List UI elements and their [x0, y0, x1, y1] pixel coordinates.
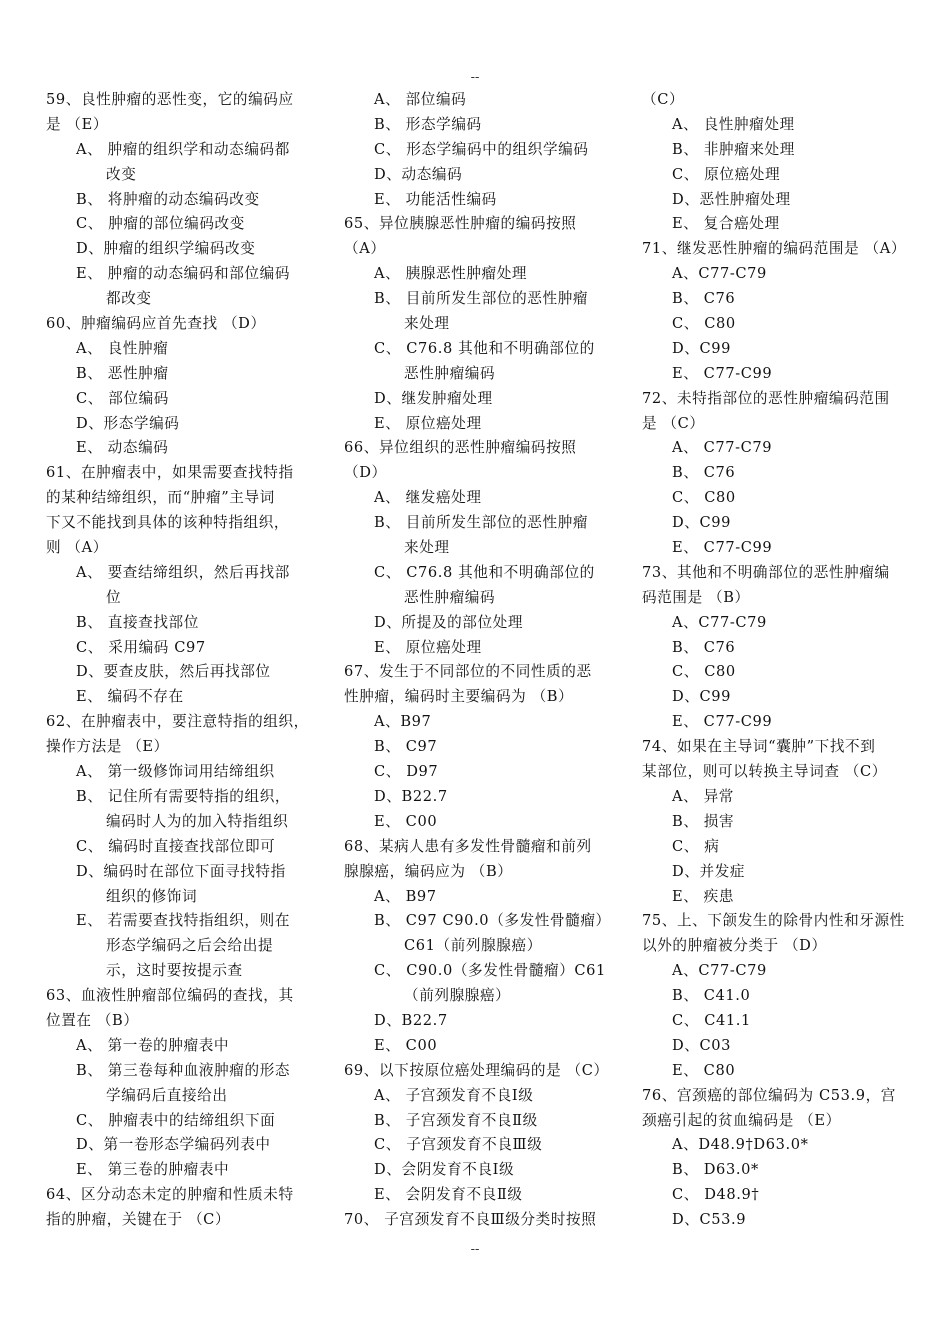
option-line: B、 C97 C90.0（多发性骨髓瘤） — [374, 912, 611, 930]
column-middle — [344, 88, 616, 1233]
option-line: B、 目前所发生部位的恶性肿瘤 — [374, 290, 589, 308]
option-line: B、 恶性肿瘤 — [76, 364, 169, 382]
option-line: B、 形态学编码 — [374, 115, 482, 133]
option-line: E、 动态编码 — [76, 439, 169, 457]
option-line: C、 部位编码 — [76, 389, 169, 407]
option-line: C、 肿瘤的部位编码改变 — [76, 215, 245, 233]
option-line: B、 直接查找部位 — [76, 613, 199, 631]
option-line: 恶性肿瘤编码 — [404, 364, 496, 382]
option-line: D、并发症 — [672, 862, 746, 880]
question-line: 60、肿瘤编码应首先查找 （D） — [46, 315, 266, 333]
question-line: 码范围是 （B） — [642, 588, 750, 606]
question-line: （D） — [344, 464, 387, 482]
option-line: D、C53.9 — [672, 1211, 747, 1229]
option-line: E、 C80 — [672, 1061, 736, 1079]
option-line: C、 C41.1 — [672, 1011, 751, 1029]
option-line: A、 肿瘤的组织学和动态编码都 — [76, 140, 290, 158]
option-line: B、 C41.0 — [672, 987, 751, 1005]
option-line: E、 若需要查找特指组织，则在 — [76, 912, 291, 930]
option-line: D、编码时在部位下面寻找特指 — [76, 862, 286, 880]
option-line: D、继发肿瘤处理 — [374, 389, 493, 407]
option-line: A、C77-C79 — [672, 265, 767, 283]
question-line: 颈癌引起的贫血编码是 （E） — [642, 1111, 841, 1129]
option-line: C、 D97 — [374, 763, 439, 781]
option-line: 恶性肿瘤编码 — [404, 588, 496, 606]
option-line: 位 — [106, 588, 122, 606]
option-line: D、会阴发育不良Ⅰ级 — [374, 1161, 515, 1179]
option-line: A、C77-C79 — [672, 962, 767, 980]
option-line: A、 良性肿瘤处理 — [672, 115, 795, 133]
question-line: 64、区分动态未定的肿瘤和性质未特 — [46, 1186, 294, 1204]
question-line: 位置在 （B） — [46, 1011, 139, 1029]
option-line: D、B22.7 — [374, 787, 448, 805]
question-line: 腺腺癌，编码应为 （B） — [344, 862, 513, 880]
question-line: 指的肿瘤，关键在于 （C） — [46, 1211, 231, 1229]
question-line: 69、以下按原位癌处理编码的是 （C） — [344, 1061, 609, 1079]
option-line: A、 B97 — [374, 887, 437, 905]
option-line: C61（前列腺腺癌） — [404, 937, 542, 955]
question-line: 74、如果在主导词“囊肿”下找不到 — [642, 738, 876, 756]
option-line: 来处理 — [404, 315, 450, 333]
option-line: B、 记住所有需要特指的组织， — [76, 787, 291, 805]
column-left — [46, 88, 318, 1233]
option-line: B、 C76 — [672, 638, 736, 656]
option-line: D、C99 — [672, 339, 732, 357]
option-line: E、 会阴发育不良Ⅱ级 — [374, 1186, 523, 1204]
column-right — [642, 88, 914, 1233]
option-line: E、 C77-C99 — [672, 539, 773, 557]
question-line: 76、宫颈癌的部位编码为 C53.9，宫 — [642, 1086, 896, 1104]
option-line: A、 良性肿瘤 — [76, 339, 169, 357]
option-line: D、第一卷形态学编码列表中 — [76, 1136, 271, 1154]
option-line: C、 C80 — [672, 489, 736, 507]
question-line: 操作方法是 （E） — [46, 738, 169, 756]
page-top-mark: -- — [470, 70, 480, 85]
option-line: E、 原位癌处理 — [374, 638, 482, 656]
option-line: E、 功能活性编码 — [374, 190, 497, 208]
option-line: D、所提及的部位处理 — [374, 613, 524, 631]
question-line: 是 （E） — [46, 115, 109, 133]
question-line: 66、异位组织的恶性肿瘤编码按照 — [344, 439, 577, 457]
option-line: C、 原位癌处理 — [672, 165, 781, 183]
option-line: C、 C90.0（多发性骨髓瘤）C61 — [374, 962, 606, 980]
option-line: D、C99 — [672, 514, 732, 532]
option-line: 改变 — [106, 165, 137, 183]
option-line: B、 D63.0* — [672, 1161, 759, 1179]
option-line: C、 D48.9† — [672, 1186, 760, 1204]
option-line: A、 继发癌处理 — [374, 489, 482, 507]
option-line: E、 肿瘤的动态编码和部位编码 — [76, 265, 291, 283]
option-line: E、 复合癌处理 — [672, 215, 780, 233]
option-line: E、 C77-C99 — [672, 364, 773, 382]
question-line: 59、良性肿瘤的恶性变，它的编码应 — [46, 91, 294, 108]
option-line: 都改变 — [106, 290, 152, 308]
option-line: 编码时人为的加入特指组织 — [106, 812, 289, 830]
question-line: （A） — [344, 240, 386, 258]
page-bottom-mark: -- — [470, 1242, 480, 1257]
option-line: E、 C00 — [374, 1036, 438, 1054]
option-line: C、 C76.8 其他和不明确部位的 — [374, 339, 595, 357]
option-line: D、形态学编码 — [76, 414, 180, 432]
option-line: D、动态编码 — [374, 165, 463, 183]
option-line: C、 形态学编码中的组织学编码 — [374, 140, 589, 158]
option-line: A、 胰腺恶性肿瘤处理 — [374, 265, 528, 283]
question-line: 72、未特指部位的恶性肿瘤编码范围 — [642, 389, 890, 407]
option-line: 学编码后直接给出 — [106, 1086, 228, 1104]
question-line: 的某种结缔组织，而“肿瘤”主导词 — [46, 489, 275, 507]
option-line: A、 部位编码 — [374, 91, 467, 108]
question-line: 是 （C） — [642, 414, 705, 432]
option-line: A、D48.9†D63.0* — [672, 1136, 809, 1154]
option-line: A、 异常 — [672, 787, 734, 805]
option-line: E、 C77-C99 — [672, 713, 773, 731]
option-line: 形态学编码之后会给出提 — [106, 937, 274, 955]
option-line: D、C99 — [672, 688, 732, 706]
option-line: C、 C80 — [672, 663, 736, 681]
option-line: E、 C00 — [374, 812, 438, 830]
question-line: 71、继发恶性肿瘤的编码范围是 （A） — [642, 240, 907, 258]
option-line: E、 原位癌处理 — [374, 414, 482, 432]
question-line: 70、 子宫颈发育不良Ⅲ级分类时按照 — [344, 1211, 597, 1229]
question-line: 下又不能找到具体的该种特指组织， — [46, 514, 290, 532]
option-line: D、恶性肿瘤处理 — [672, 190, 791, 208]
option-line: E、 编码不存在 — [76, 688, 184, 706]
option-line: A、 子宫颈发育不良Ⅰ级 — [374, 1086, 534, 1104]
option-line: C、 肿瘤表中的结缔组织下面 — [76, 1111, 276, 1129]
option-line: 来处理 — [404, 539, 450, 557]
option-line: A、 C77-C79 — [672, 439, 773, 457]
option-line: B、 C76 — [672, 464, 736, 482]
option-line: D、C03 — [672, 1036, 732, 1054]
question-line: 63、血液性肿瘤部位编码的查找，其 — [46, 987, 294, 1005]
option-line: （前列腺腺癌） — [404, 987, 511, 1005]
question-line: 61、在肿瘤表中，如果需要查找特指 — [46, 464, 294, 482]
option-line: C、 编码时直接查找部位即可 — [76, 837, 276, 855]
question-line: 75、上、下颌发生的除骨内性和牙源性 — [642, 912, 905, 930]
option-line: A、 要查结缔组织，然后再找部 — [76, 563, 290, 581]
option-line: B、 将肿瘤的动态编码改变 — [76, 190, 260, 208]
option-line: 组织的修饰词 — [106, 887, 198, 905]
question-line: （C） — [642, 91, 685, 108]
option-line: D、肿瘤的组织学编码改变 — [76, 240, 256, 258]
question-line: 62、在肿瘤表中，要注意特指的组织， — [46, 713, 309, 731]
option-line: C、 子宫颈发育不良Ⅲ级 — [374, 1136, 543, 1154]
option-line: B、 目前所发生部位的恶性肿瘤 — [374, 514, 589, 532]
option-line: C、 采用编码 C97 — [76, 638, 206, 656]
option-line: B、 第三卷每种血液肿瘤的形态 — [76, 1061, 291, 1079]
question-line: 73、其他和不明确部位的恶性肿瘤编 — [642, 563, 890, 581]
question-line: 以外的肿瘤被分类于 （D） — [642, 937, 827, 955]
question-line: 则 （A） — [46, 539, 108, 557]
option-line: A、B97 — [374, 713, 432, 731]
question-line: 某部位，则可以转换主导词查 （C） — [642, 763, 887, 781]
option-line: E、 疾患 — [672, 887, 735, 905]
option-line: B、 损害 — [672, 812, 735, 830]
option-line: B、 非肿瘤来处理 — [672, 140, 795, 158]
option-line: D、B22.7 — [374, 1011, 448, 1029]
option-line: B、 C76 — [672, 290, 736, 308]
option-line: E、 第三卷的肿瘤表中 — [76, 1161, 230, 1179]
option-line: D、要查皮肤，然后再找部位 — [76, 663, 271, 681]
question-line: 性肿瘤，编码时主要编码为 （B） — [344, 688, 574, 706]
option-line: C、 C80 — [672, 315, 736, 333]
option-line: A、C77-C79 — [672, 613, 767, 631]
option-line: C、 病 — [672, 837, 720, 855]
option-line: A、 第一级修饰词用结缔组织 — [76, 763, 275, 781]
option-line: A、 第一卷的肿瘤表中 — [76, 1036, 230, 1054]
question-line: 65、异位胰腺恶性肿瘤的编码按照 — [344, 215, 577, 233]
option-line: C、 C76.8 其他和不明确部位的 — [374, 563, 595, 581]
question-line: 67、发生于不同部位的不同性质的恶 — [344, 663, 592, 681]
question-line: 68、某病人患有多发性骨髓瘤和前列 — [344, 837, 592, 855]
option-line: 示，这时要按提示查 — [106, 962, 243, 980]
option-line: B、 C97 — [374, 738, 438, 756]
option-line: B、 子宫颈发育不良Ⅱ级 — [374, 1111, 538, 1129]
